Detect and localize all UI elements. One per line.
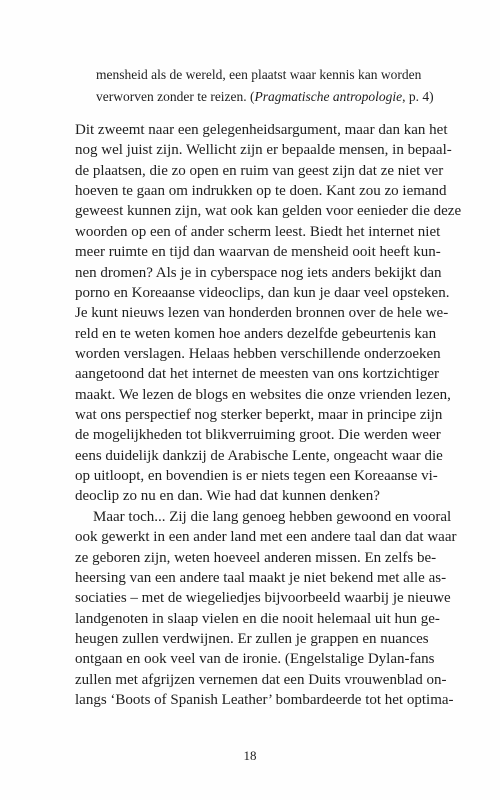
- paragraph-line: zullen met afgrijzen vernemen dat een Duits vrouwenblad on-: [75, 671, 447, 688]
- paragraph-line: meer ruimte en tijd dan waarvan de mensheid ooit heeft kun-: [75, 244, 441, 261]
- paragraph-line: op uitloopt, en bovendien is er niets tegen een Koreaanse vi-: [75, 468, 438, 485]
- paragraph-line: hoeven te gaan om indrukken op te doen. Kant zou zo iemand: [75, 183, 447, 200]
- block-quote-line-1: mensheid als de wereld, een plaatst waar kennis kan worden: [96, 67, 422, 82]
- paragraph-line: wat ons perspectief nog sterker beperkt, maar in principe zijn: [75, 407, 443, 423]
- paragraph-line: ze geboren zijn, weten hoeveel anderen missen. En zelfs be-: [75, 549, 437, 566]
- paragraph-line: aangetoond dat het internet de meesten van ons kortzichtiger: [75, 366, 440, 383]
- paragraph-line: eens duidelijk dankzij de Arabische Lente, ongeacht waar die: [75, 447, 443, 464]
- page-number: 18: [243, 748, 257, 763]
- paragraph-line: landgenoten in slaap vielen en die nooit helemaal uit hun ge-: [75, 610, 440, 627]
- paragraph-line: heugen zullen verdwijnen. Er zullen je grappen en nuances: [75, 630, 429, 647]
- paragraph-line: heersing van een andere taal maakt je niet bekend met alle as-: [75, 569, 447, 586]
- paragraph-line: de plaatsen, die zo open en ruim van geest zijn dat ze niet ver: [75, 162, 444, 179]
- paragraph-line: de mogelijkheden tot blikverruiming groot. Die werden weer: [75, 427, 441, 444]
- paragraph-line: deoclip zo nu en dan. Wie had dat kunnen denken?: [75, 488, 380, 505]
- paragraph-line: Je kunt nieuws lezen van honderden bronnen over de hele we-: [75, 305, 449, 322]
- paragraph-line: nog wel juist zijn. Wellicht zijn er bepaalde mensen, in bepaal-: [75, 142, 452, 159]
- paragraph-line: langs ‘Boots of Spanish Leather’ bombardeerde tot het optima-: [75, 692, 454, 708]
- block-quote-page: , p. 4): [402, 89, 434, 104]
- paragraph-line: ook gewerkt in een ander land met een andere taal dan dat waar: [75, 529, 457, 546]
- paragraph-line: ontgaan en ook veel van de ironie. (Engelstalige Dylan-fans: [75, 651, 435, 668]
- paragraph-line: geweest kunnen zijn, wat ook kan gelden voor eenieder die deze: [75, 203, 462, 220]
- paragraph-line: woorden op een of ander scherm leest. Biedt het internet niet: [75, 223, 441, 240]
- paragraph-line: sociaties – met de wiegeliedjes bijvoorbeeld waarbij je nieuwe: [75, 590, 451, 607]
- paragraph-line: maakt. We lezen de blogs en websites die onze vrienden lezen,: [75, 386, 451, 403]
- block-quote-source: Pragmatische antropologie: [254, 89, 403, 104]
- paragraph-line: worden verslagen. Helaas hebben verschillende onderzoeken: [75, 345, 441, 362]
- block-quote-text: verworven zonder te reizen. (: [96, 89, 255, 104]
- block-quote-line-2: [96, 86, 434, 108]
- paragraph-line: nen dromen? Als je in cyberspace nog iets anders bekijkt dan: [75, 264, 442, 281]
- paragraph-line: Dit zweemt naar een gelegenheidsargument, maar dan kan het: [75, 122, 448, 138]
- paragraph-line: Maar toch... Zij die lang genoeg hebben gewoond en vooral: [93, 508, 452, 525]
- paragraph-line: reld en te weten komen hoe anders dezelfde gebeurtenis kan: [75, 325, 437, 342]
- paragraph-line: porno en Koreaanse videoclips, dan kun je daar veel opsteken.: [75, 284, 450, 301]
